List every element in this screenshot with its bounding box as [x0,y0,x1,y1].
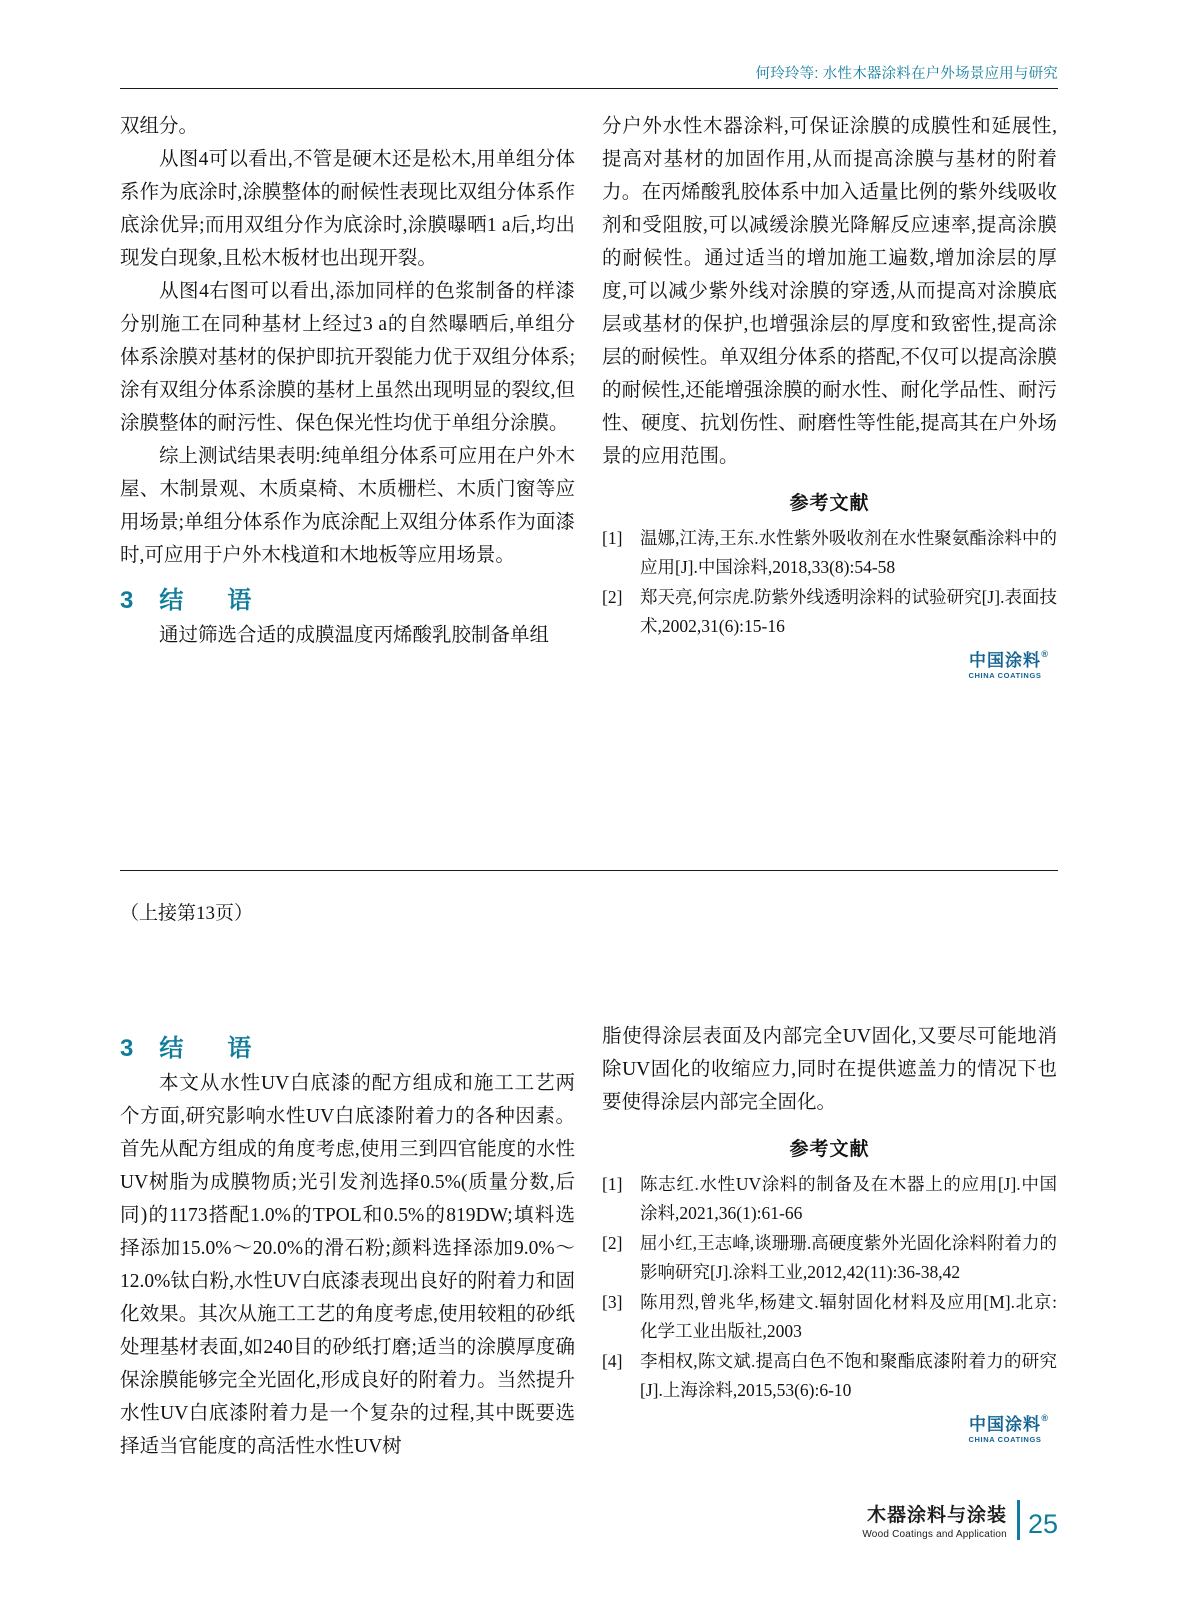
paragraph: 综上测试结果表明:纯单组分体系可应用在户外木屋、木制景观、木质桌椅、木质栅栏、木质门窗等应用场景;单组分体系作为底涂配上双组分体系作为面漆时,可应用于户外木栈道和木地板等应用场景。 [120,446,575,566]
reference-text: 李相权,陈文斌.提高白色不饱和聚酯底漆附着力的研究[J].上海涂料,2015,53(6):6-10 [640,1351,1057,1400]
reference-item [602,1229,1057,1287]
china-coatings-logo [953,650,1057,680]
paragraph: 分户外水性木器涂料,可保证涂膜的成膜性和延展性,提高对基材的加固作用,从而提高涂膜与基材的附着力。在丙烯酸乳胶体系中加入适量比例的紫外线吸收剂和受阻胺,可以减缓涂膜光降解反应速率,提高涂膜的耐候性。通过适当的增加施工遍数,增加涂层的厚度,可以减少紫外线对涂膜的穿透,从而提高对涂膜底层或基材的保护,也增强涂层的厚度和致密性,提高涂层的耐候性。单双组分体系的搭配,不仅可以提高涂膜的耐候性,还能增强涂膜的耐水性、耐化学品性、耐污性、硬度、抗划伤性、耐磨性等性能,提高其在户外场景的应用范围。 [602,116,1057,467]
reference-tag: [1] [602,528,623,548]
reference-item [602,583,1057,641]
references-list [602,524,1057,641]
paragraph: 从图4右图可以看出,添加同样的色浆制备的样漆分别施工在同种基材上经过3 a的自然曝晒后,单组分体系涂膜对基材的保护即抗开裂能力优于双组分体系;涂有双组分体系涂膜的基材上虽然出现明显的裂纹,但涂膜整体的耐污性、保色保光性均优于单组分涂膜。 [120,281,575,434]
reference-tag: [3] [602,1292,623,1312]
reference-item [602,1170,1057,1228]
reference-item [602,1347,1057,1405]
registered-mark-icon: ® [1041,649,1049,659]
paragraph: 脂使得涂层表面及内部完全UV固化,又要尽可能地消除UV固化的收缩应力,同时在提供遮盖力的情况下也要使得涂层内部完全固化。 [602,1026,1057,1113]
footer-journal-block [862,1505,1017,1540]
section-title: 结 语 [159,1035,262,1062]
section-title: 结 语 [159,587,262,614]
reference-text: 陈用烈,曾兆华,杨建文.辐射固化材料及应用[M].北京:化学工业出版社,2003 [640,1292,1057,1341]
reference-tag: [1] [602,1174,623,1194]
paragraph: 双组分。 [120,116,199,137]
reference-item [602,1288,1057,1346]
paragraph: 从图4可以看出,不管是硬木还是松木,用单组分体系作为底涂时,涂膜整体的耐候性表现比双组分体系作底涂优异;而用双组分作为底涂时,涂膜曝晒1 a后,均出现发白现象,且松木板材也出现开裂。 [120,149,575,269]
reference-text: 屈小红,王志峰,谈珊珊.高硬度紫外光固化涂料附着力的影响研究[J].涂料工业,2012,42(11):36-38,42 [640,1233,1057,1282]
footer-accent-bar [1017,1500,1020,1540]
references-heading: 参考文献 [789,493,870,514]
running-head: 何玲玲等: 水性木器涂料在户外场景应用与研究 [755,66,1058,82]
reference-tag: [4] [602,1351,623,1371]
reference-text: 温娜,江涛,王东.水性紫外吸收剂在水性聚氨酯涂料中的应用[J].中国涂料,2018,33(8):54-58 [640,528,1057,577]
references-list [602,1170,1057,1405]
section-number: 3 [120,587,134,614]
publisher-logo-bottom-wrap [602,1406,1057,1444]
registered-mark-icon: ® [1041,1413,1049,1423]
paragraph: 通过筛选合适的成膜温度丙烯酸乳胶制备单组 [159,625,550,646]
reference-text: 陈志红.水性UV涂料的制备及在木器上的应用[J].中国涂料,2021,36(1):61-66 [640,1174,1057,1223]
reference-item [602,524,1057,582]
reference-tag: [2] [602,1233,623,1253]
top-article-left-column [120,110,575,652]
logo-cn-text: 中国涂料 ® [969,1413,1049,1434]
references-heading: 参考文献 [789,1139,870,1160]
publisher-logo-top-wrap [602,642,1057,680]
page-number: 25 [1027,1509,1058,1539]
bottom-article-left-column [120,1020,575,1463]
page-footer [862,1500,1058,1540]
continued-from-note: （上接第13页） [120,903,254,924]
top-article-right-column [602,110,1057,680]
article-divider-rule [120,870,1058,871]
reference-tag: [2] [602,587,623,607]
logo-en-text: CHINA COATINGS [968,1435,1042,1445]
section-heading-conclusion [120,584,575,617]
section-heading-conclusion [120,1032,575,1065]
logo-cn-text: 中国涂料 ® [969,649,1049,670]
bottom-article-right-column [602,1020,1057,1444]
section-number: 3 [120,1035,134,1062]
logo-en-text: CHINA COATINGS [968,671,1042,681]
footer-journal-cn: 木器涂料与涂装 [866,1504,1007,1526]
header-rule [120,88,1058,89]
footer-journal-en: Wood Coatings and Application [862,1528,1007,1540]
paragraph: 本文从水性UV白底漆的配方组成和施工工艺两个方面,研究影响水性UV白底漆附着力的各种因素。首先从配方组成的角度考虑,使用三到四官能度的水性UV树脂为成膜物质;光引发剂选择0.5%(质量分数,后同)的1173搭配1.0%的TPOL和0.5%的819DW;填料选择添加15.0%～20.0%的滑石粉;颜料选择添加9.0%～12.0%钛白粉,水性UV白底漆表现出良好的附着力和固化效果。其次从施工工艺的角度考虑,使用较粗的砂纸处理基材表面,如240目的砂纸打磨;适当的涂膜厚度确保涂膜能够完全光固化,形成良好的附着力。当然提升水性UV白底漆附着力是一个复杂的过程,其中既要选择适当官能度的高活性水性UV树 [120,1073,575,1457]
china-coatings-logo [953,1414,1057,1444]
reference-text: 郑天亮,何宗虎.防紫外线透明涂料的试验研究[J].表面技术,2002,31(6):15-16 [640,587,1057,636]
